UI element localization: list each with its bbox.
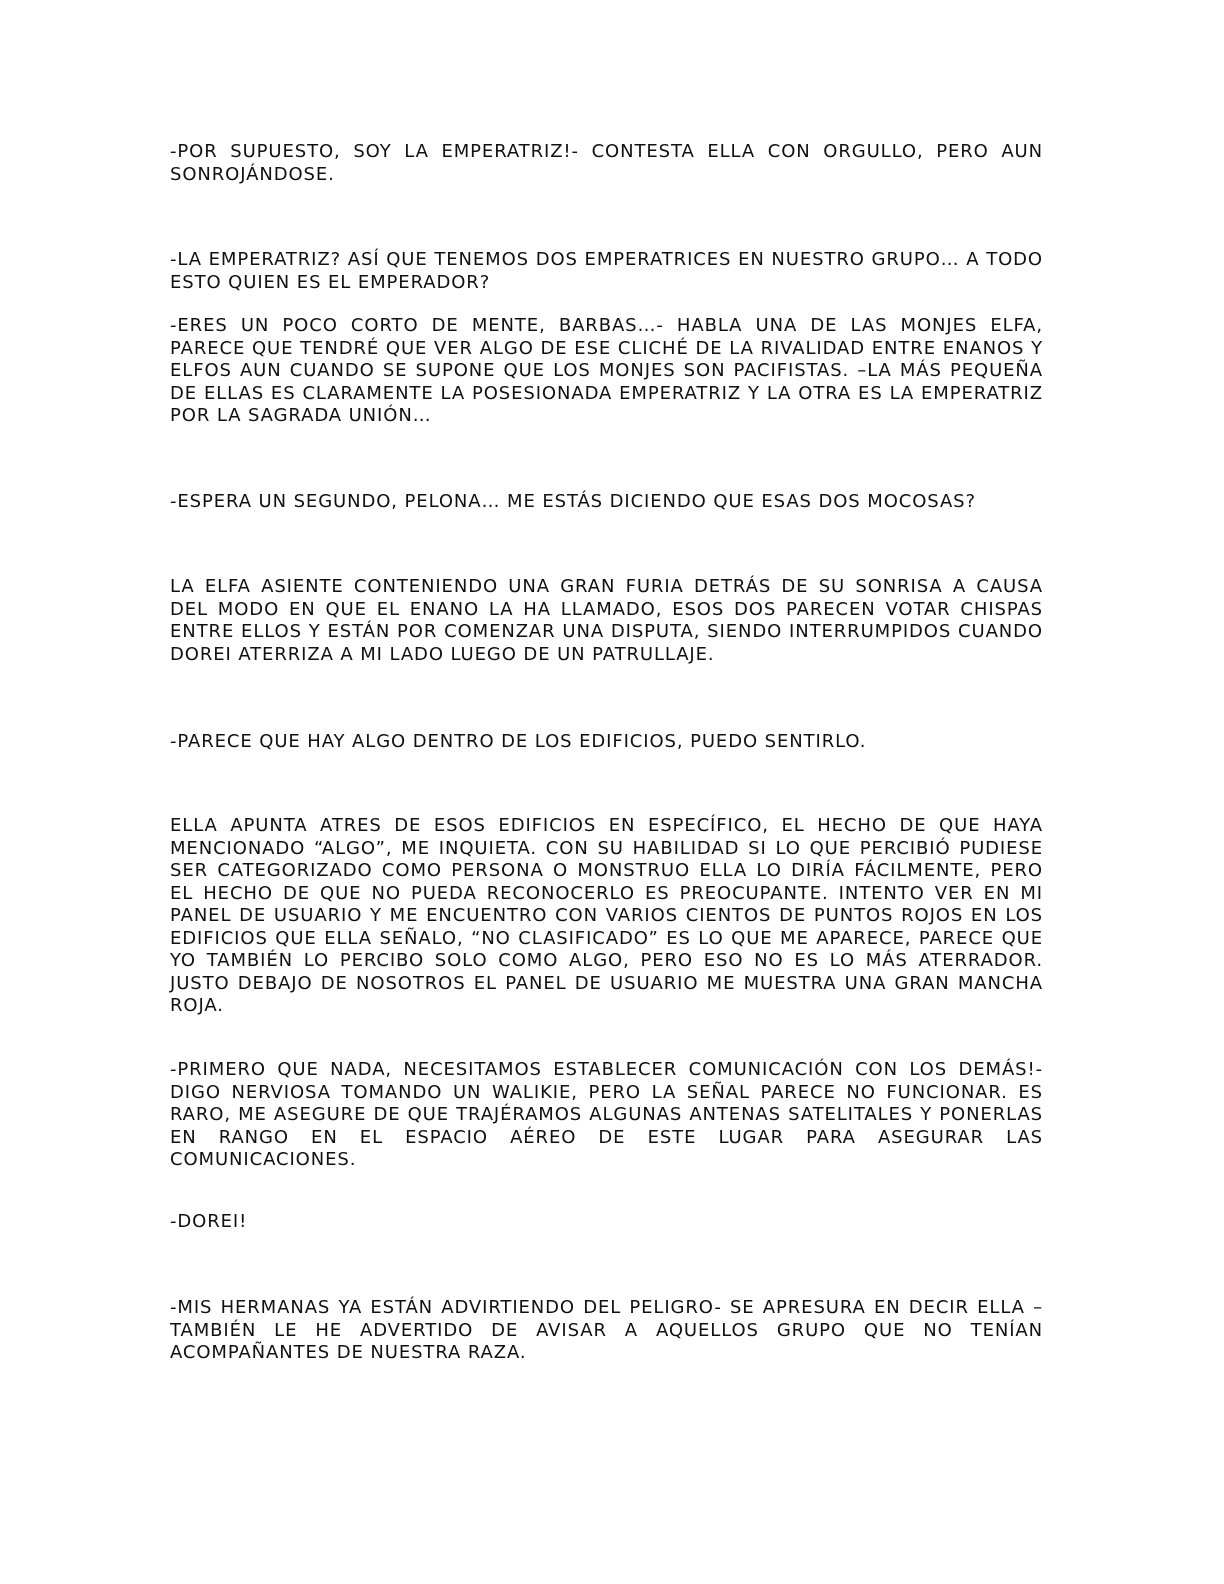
paragraph: ELLA APUNTA ATRES DE ESOS EDIFICIOS EN ESPECÍFICO, EL HECHO DE QUE HAYA MENCIONADO “ALGO”, ME INQUIETA. CON SU HABILIDAD SI LO QUE PERCIBIÓ PUDIESE SER CATEGORIZADO COMO PERSONA O MONSTRUO ELLA LO DIRÍA FÁCILMENTE, PERO EL HECHO DE QUE NO PUEDA RECONOCERLO ES PREOCUPANTE. INTENTO VER EN MI PANEL DE USUARIO Y ME ENCUENTRO CON VARIOS CIENTOS DE PUNTOS ROJOS EN LOS EDIFICIOS QUE ELLA SEÑALO, “NO CLASIFICADO” ES LO QUE ME APARECE, PARECE QUE YO TAMBIÉN LO PERCIBO SOLO COMO ALGO, PERO ESO NO ES LO MÁS ATERRADOR. JUSTO DEBAJO DE NOSOTROS EL PANEL DE USUARIO ME MUESTRA UNA GRAN MANCHA ROJA.	[170, 815, 1043, 1016]
paragraph: -PRIMERO QUE NADA, NECESITAMOS ESTABLECER COMUNICACIÓN CON LOS DEMÁS!- DIGO NERVIOSA TOMANDO UN WALIKIE, PERO LA SEÑAL PARECE NO FUNCIONAR. ES RARO, ME ASEGURE DE QUE TRAJÉRAMOS ALGUNAS ANTENAS SATELITALES Y PONERLAS EN RANGO EN EL ESPACIO AÉREO DE ESTE LUGAR PARA ASEGURAR LAS COMUNICACIONES.	[170, 1059, 1043, 1170]
paragraph: LA ELFA ASIENTE CONTENIENDO UNA GRAN FURIA DETRÁS DE SU SONRISA A CAUSA DEL MODO EN QUE EL ENANO LA HA LLAMADO, ESOS DOS PARECEN VOTAR CHISPAS ENTRE ELLOS Y ESTÁN POR COMENZAR UNA DISPUTA, SIENDO INTERRUMPIDOS CUANDO DOREI ATERRIZA A MI LADO LUEGO DE UN PATRULLAJE.	[170, 576, 1043, 665]
paragraph: -LA EMPERATRIZ? ASÍ QUE TENEMOS DOS EMPERATRICES EN NUESTRO GRUPO… A TODO ESTO QUIEN ES EL EMPERADOR?	[170, 249, 1043, 293]
paragraph: -MIS HERMANAS YA ESTÁN ADVIRTIENDO DEL PELIGRO- SE APRESURA EN DECIR ELLA –TAMBIÉN LE HE ADVERTIDO DE AVISAR A AQUELLOS GRUPO QUE NO TENÍAN ACOMPAÑANTES DE NUESTRA RAZA.	[170, 1297, 1043, 1363]
paragraph: -POR SUPUESTO, SOY LA EMPERATRIZ!- CONTESTA ELLA CON ORGULLO, PERO AUN SONROJÁNDOSE.	[170, 141, 1043, 185]
paragraph: -PARECE QUE HAY ALGO DENTRO DE LOS EDIFICIOS, PUEDO SENTIRLO.	[170, 731, 867, 752]
paragraph: -ESPERA UN SEGUNDO, PELONA… ME ESTÁS DICIENDO QUE ESAS DOS MOCOSAS?	[170, 491, 976, 512]
paragraph: -ERES UN POCO CORTO DE MENTE, BARBAS…- HABLA UNA DE LAS MONJES ELFA, PARECE QUE TENDRÉ QUE VER ALGO DE ESE CLICHÉ DE LA RIVALIDAD ENTRE ENANOS Y ELFOS AUN CUANDO SE SUPONE QUE LOS MONJES SON PACIFISTAS. –LA MÁS PEQUEÑA DE ELLAS ES CLARAMENTE LA POSESIONADA EMPERATRIZ Y LA OTRA ES LA EMPERATRIZ POR LA SAGRADA UNIÓN…	[170, 315, 1043, 426]
paragraph: -DOREI!	[170, 1211, 248, 1232]
